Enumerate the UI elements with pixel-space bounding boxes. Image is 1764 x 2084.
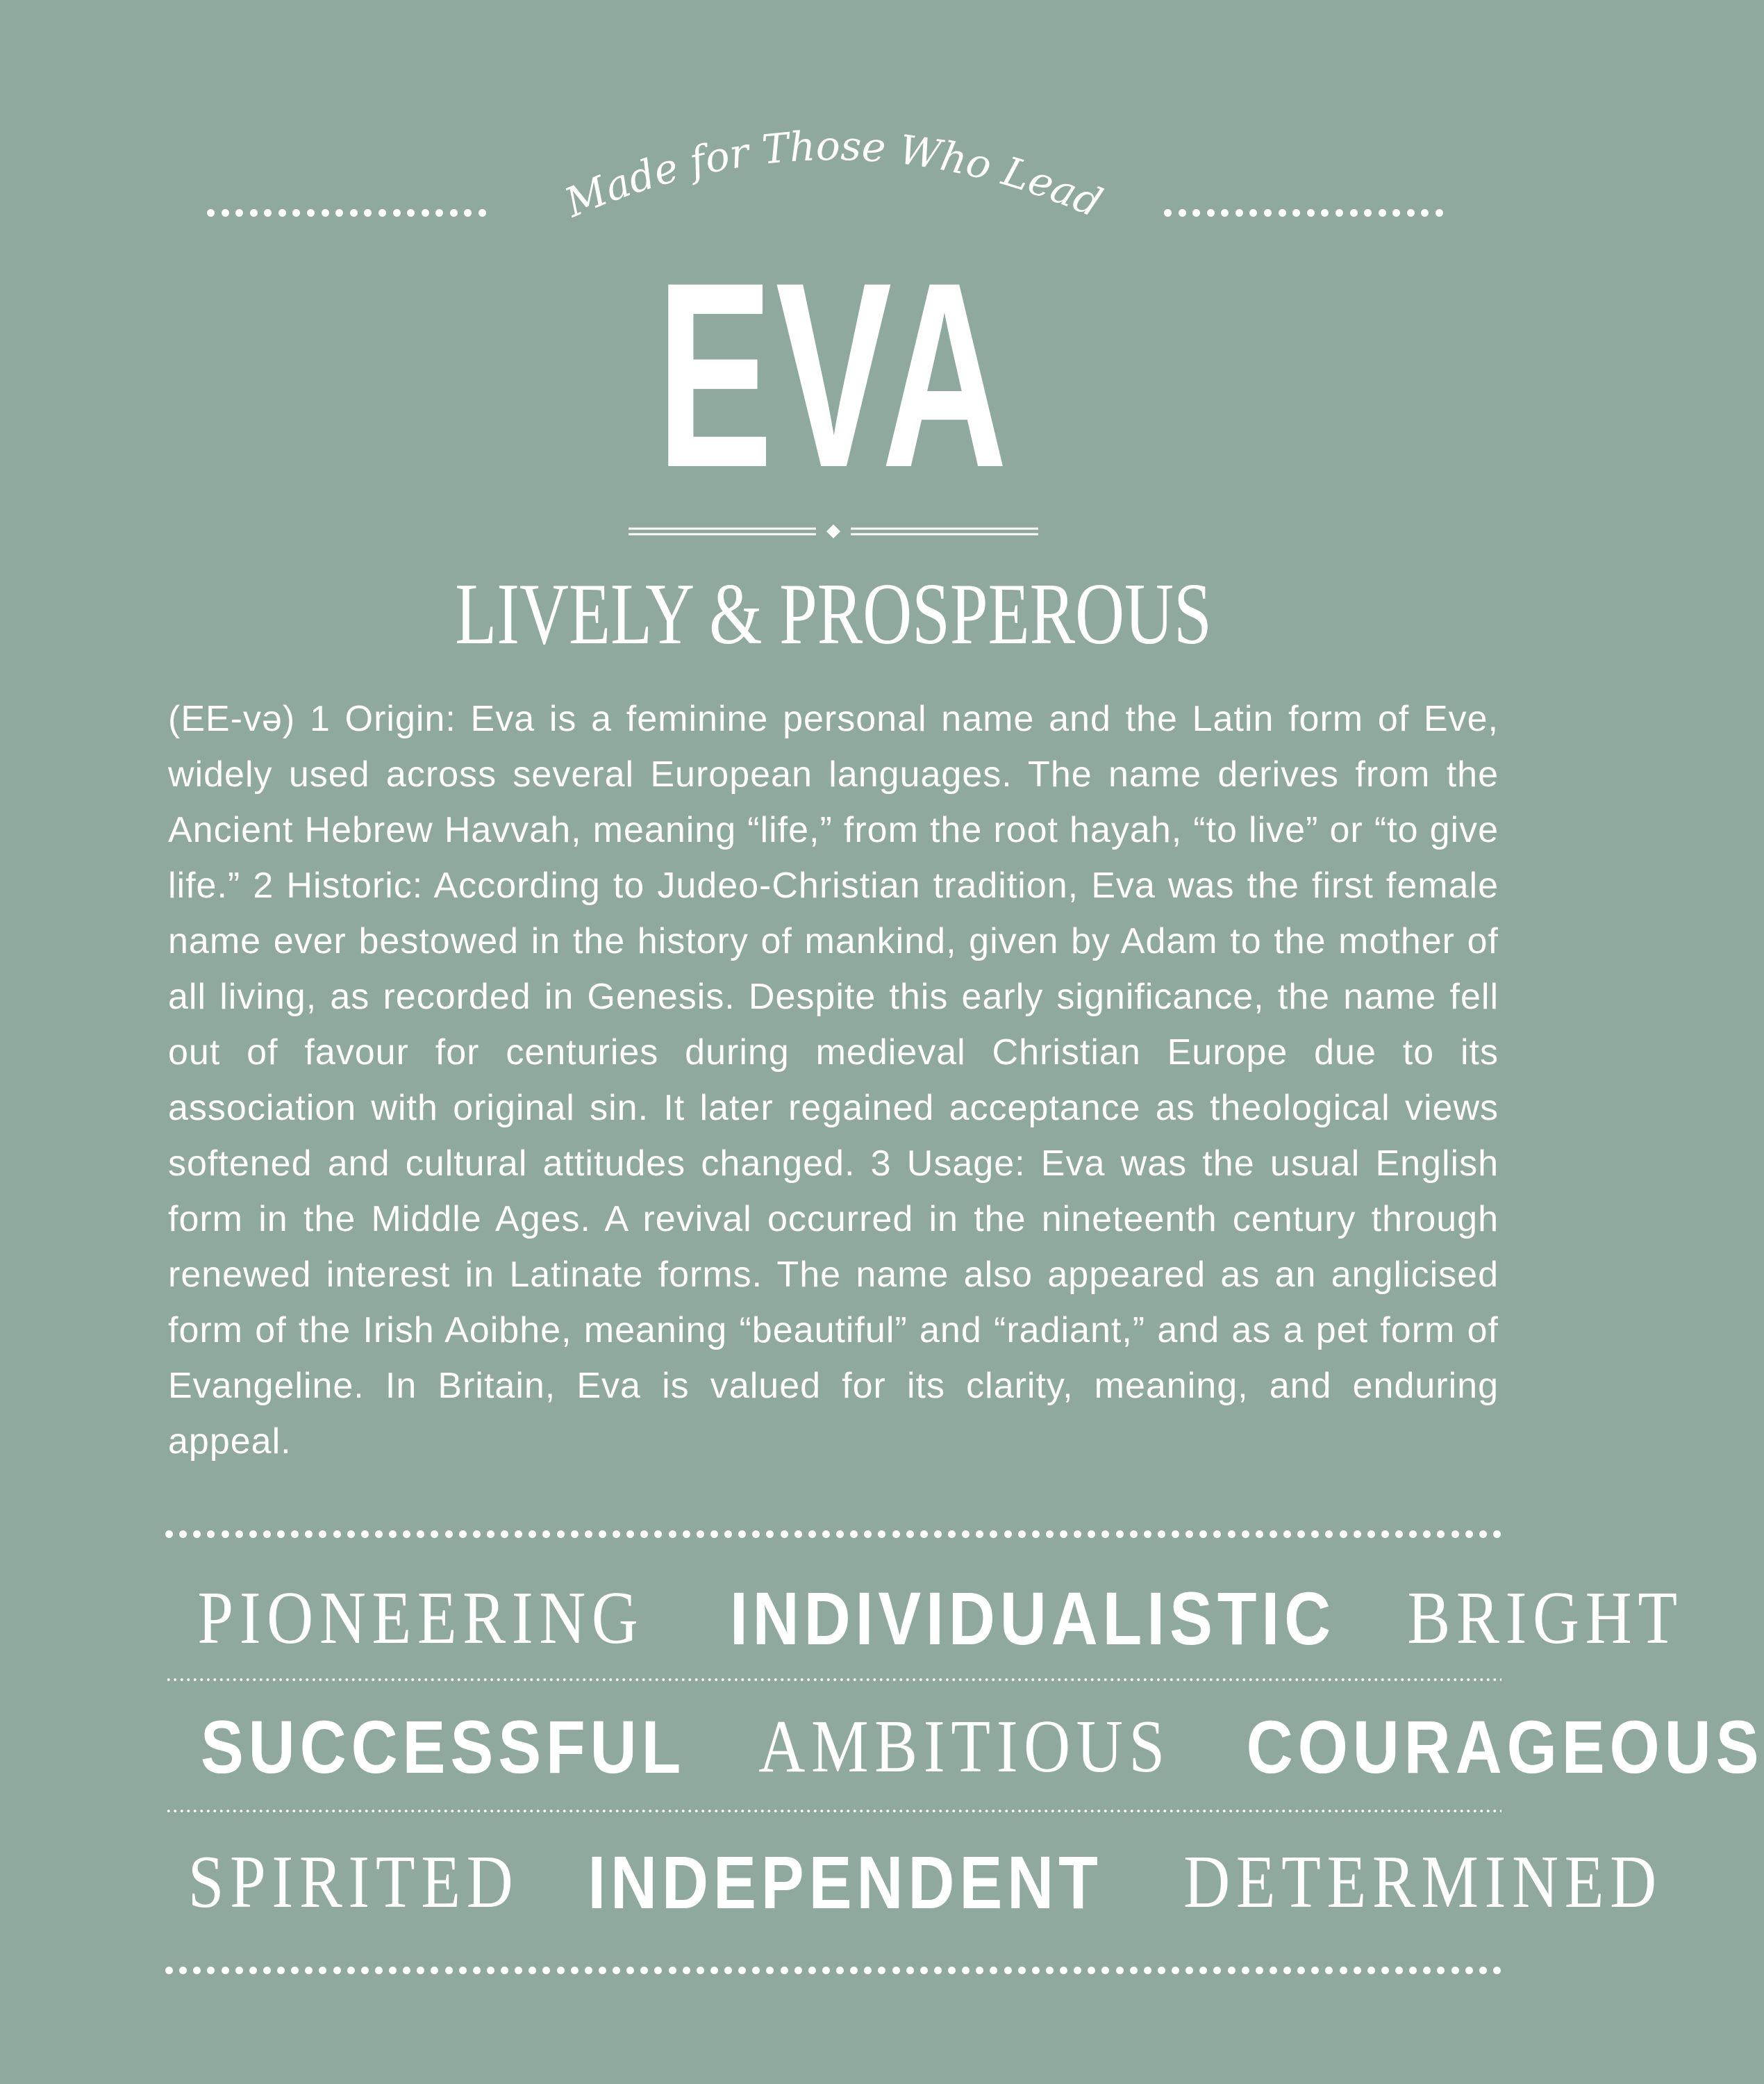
dot: [1421, 209, 1429, 217]
dot: [263, 1530, 271, 1538]
dot: [850, 1967, 858, 1974]
dot: [626, 1530, 634, 1538]
dot: [1213, 1967, 1221, 1974]
dot: [654, 1967, 662, 1974]
dot: [450, 209, 458, 217]
dot: [207, 1967, 215, 1974]
dot: [1270, 1967, 1277, 1974]
dot: [794, 1530, 802, 1538]
dot: [542, 1967, 550, 1974]
dot: [389, 1967, 397, 1974]
dot: [599, 1967, 606, 1974]
dot: [1256, 1530, 1263, 1538]
dot: [878, 1967, 885, 1974]
dot: [1283, 1530, 1291, 1538]
dot: [1060, 1967, 1067, 1974]
dot: [626, 1967, 634, 1974]
dot: [1340, 1530, 1347, 1538]
dot: [1395, 1530, 1403, 1538]
dot: [1311, 1967, 1319, 1974]
name-description: (EE-və) 1 Origin: Eva is a feminine personal name and the Latin form of Eve, widely used across several European languages. The name derives from the Ancient Hebrew Havvah, meaning “life,” from the root hayah, “to live” or “to give life.” 2 Historic: According to Judeo-Christian tradition, Eva was the first female name ever bestowed in the history of mankind, given by Adam to the mother of all living, as recorded in Genesis. Despite this early significance, the name fell out of favour for centuries during medieval Christian Europe due to its association with original sin. It later regained acceptance as theological views softened and cultural attitudes changed. 3 Usage: Eva was the usual English form in the Middle Ages. A revival occurred in the nineteenth century through renewed interest in Latinate forms. The name also appeared as an anglicised form of the Irish Aoibhe, meaning “beautiful” and “radiant,” and as a pet form of Evangeline. In Britain, Eva is valued for its clarity, meaning, and enduring appeal.: [168, 699, 1499, 1462]
dot: [990, 1967, 997, 1974]
dot: [1381, 1530, 1389, 1538]
dot: [1325, 1530, 1333, 1538]
trait-word: PIONEERING: [197, 1577, 644, 1660]
dot: [264, 209, 272, 217]
dot: [571, 1967, 579, 1974]
dot: [1350, 209, 1358, 217]
dot: [378, 209, 386, 217]
dot: [1101, 1967, 1109, 1974]
bottom-dotted-rule: [165, 1965, 1501, 1976]
dot: [1116, 1530, 1124, 1538]
dot: [710, 1967, 718, 1974]
dot: [1018, 1530, 1026, 1538]
dot: [1479, 1530, 1487, 1538]
dot: [473, 1530, 481, 1538]
dot: [393, 209, 401, 217]
dot: [277, 1530, 285, 1538]
trait-word: DETERMINED: [1183, 1841, 1663, 1924]
dot: [347, 1530, 355, 1538]
dot: [1185, 1967, 1193, 1974]
dot: [557, 1530, 565, 1538]
top-dotted-rule-right: [1164, 207, 1443, 218]
dot: [1185, 1530, 1193, 1538]
dot: [222, 1530, 229, 1538]
dot: [1367, 1967, 1375, 1974]
dot: [781, 1967, 788, 1974]
dot: [1311, 1530, 1319, 1538]
dot: [464, 209, 472, 217]
dot: [850, 1530, 858, 1538]
dot: [1479, 1967, 1487, 1974]
dot: [864, 1530, 872, 1538]
dot: [585, 1530, 592, 1538]
dot: [640, 1967, 648, 1974]
dot: [1046, 1967, 1054, 1974]
dot: [1192, 209, 1200, 217]
dot: [697, 1967, 704, 1974]
dot: [222, 1967, 229, 1974]
trait-word: SPIRITED: [188, 1841, 519, 1924]
dot: [501, 1967, 508, 1974]
dot: [962, 1530, 970, 1538]
diamond-icon: [826, 524, 840, 538]
dot: [435, 209, 443, 217]
dot: [1297, 1967, 1305, 1974]
dot: [501, 1530, 508, 1538]
dot: [1379, 209, 1386, 217]
dot: [235, 1967, 243, 1974]
dot: [1144, 1530, 1151, 1538]
dot: [781, 1530, 788, 1538]
dot: [277, 1967, 285, 1974]
dot: [654, 1530, 662, 1538]
dot: [422, 209, 429, 217]
dot: [1060, 1530, 1067, 1538]
dot: [479, 209, 486, 217]
trait-row-2: [161, 1705, 1764, 1789]
dot: [1364, 209, 1372, 217]
dot: [515, 1530, 522, 1538]
dot: [263, 1967, 271, 1974]
dot: [459, 1967, 467, 1974]
dot: [403, 1530, 410, 1538]
dot: [305, 1530, 313, 1538]
dot: [934, 1967, 942, 1974]
dot: [710, 1530, 718, 1538]
dot: [305, 1967, 313, 1974]
dot: [350, 209, 358, 217]
dot: [683, 1967, 690, 1974]
trait-word: INDIVIDUALISTIC: [729, 1576, 1336, 1660]
dot: [920, 1967, 928, 1974]
dot: [235, 1530, 243, 1538]
dot: [1158, 1530, 1165, 1538]
dot: [347, 1967, 355, 1974]
dot: [808, 1530, 816, 1538]
trait-row-1: [161, 1576, 1683, 1660]
dot: [291, 1967, 299, 1974]
dot: [207, 209, 215, 217]
dot: [1407, 209, 1415, 217]
dot: [1436, 209, 1443, 217]
dot: [683, 1530, 690, 1538]
dot: [307, 209, 315, 217]
dot: [976, 1530, 983, 1538]
dot: [906, 1967, 914, 1974]
dot: [948, 1967, 956, 1974]
dot: [1101, 1530, 1109, 1538]
dot: [1172, 1530, 1179, 1538]
dot: [669, 1530, 676, 1538]
dot: [1130, 1530, 1138, 1538]
dot: [892, 1530, 900, 1538]
dot: [335, 209, 343, 217]
dot: [836, 1530, 844, 1538]
dot: [292, 209, 300, 217]
dot: [738, 1530, 746, 1538]
dot: [179, 1967, 187, 1974]
dot: [766, 1967, 774, 1974]
dot: [487, 1967, 494, 1974]
dot: [193, 1967, 201, 1974]
dot: [375, 1530, 383, 1538]
dot: [1354, 1530, 1361, 1538]
top-dotted-rule-left: [207, 207, 486, 218]
dot: [291, 1530, 299, 1538]
dot: [976, 1967, 983, 1974]
dot: [1199, 1530, 1207, 1538]
dot: [1465, 1530, 1473, 1538]
dot: [417, 1530, 424, 1538]
dot: [1437, 1530, 1445, 1538]
dot: [179, 1530, 187, 1538]
dot: [585, 1967, 592, 1974]
fine-dotted-rule: [165, 1810, 1501, 1812]
trait-word: BRIGHT: [1407, 1577, 1683, 1660]
dot: [1264, 209, 1272, 217]
dot: [1228, 1967, 1235, 1974]
dot: [473, 1967, 481, 1974]
dot: [361, 1967, 369, 1974]
dot: [235, 209, 243, 217]
dot: [249, 1530, 257, 1538]
dot: [222, 209, 229, 217]
dot: [431, 1967, 438, 1974]
dot: [822, 1967, 830, 1974]
dot: [1116, 1967, 1124, 1974]
dot: [1088, 1967, 1095, 1974]
dot: [407, 209, 415, 217]
dot: [836, 1967, 844, 1974]
dot: [1392, 209, 1400, 217]
dot: [1493, 1530, 1501, 1538]
dot: [250, 209, 258, 217]
tagline-arc: [528, 118, 1139, 229]
dot: [1395, 1967, 1403, 1974]
dot: [571, 1530, 579, 1538]
dot: [165, 1530, 173, 1538]
dot: [1074, 1530, 1081, 1538]
trait-word: INDEPENDENT: [588, 1840, 1103, 1924]
dot: [1207, 209, 1215, 217]
ornament-divider: [629, 522, 1038, 540]
dot: [1292, 209, 1300, 217]
dot: [459, 1530, 467, 1538]
dot: [278, 209, 286, 217]
dot: [1493, 1967, 1501, 1974]
trait-word: SUCCESSFUL: [200, 1705, 686, 1789]
dot: [333, 1530, 341, 1538]
dot: [1336, 209, 1343, 217]
dot: [1307, 209, 1315, 217]
dot: [1381, 1967, 1389, 1974]
meaning-subtitle: LIVELY & PROSPEROUS: [455, 566, 1212, 663]
dot: [1256, 1967, 1263, 1974]
dot: [1423, 1967, 1431, 1974]
dot: [1088, 1530, 1095, 1538]
dot: [1199, 1967, 1207, 1974]
dot: [1249, 209, 1257, 217]
dot: [878, 1530, 885, 1538]
dot: [1004, 1530, 1012, 1538]
dot: [864, 1967, 872, 1974]
dot: [333, 1967, 341, 1974]
trait-word: COURAGEOUS: [1246, 1705, 1764, 1789]
dot: [822, 1530, 830, 1538]
dot: [445, 1530, 453, 1538]
dot: [752, 1967, 760, 1974]
dot: [1242, 1967, 1249, 1974]
dot: [934, 1530, 942, 1538]
dot: [990, 1530, 997, 1538]
dot: [766, 1530, 774, 1538]
dot: [1144, 1967, 1151, 1974]
dot: [1074, 1967, 1081, 1974]
dot: [613, 1967, 620, 1974]
dot: [319, 1530, 326, 1538]
dot: [948, 1530, 956, 1538]
dot: [364, 209, 372, 217]
dot: [165, 1967, 173, 1974]
dot: [613, 1530, 620, 1538]
dot: [1465, 1967, 1473, 1974]
dot: [1423, 1530, 1431, 1538]
dot: [920, 1530, 928, 1538]
dot: [361, 1530, 369, 1538]
dot: [193, 1530, 201, 1538]
dot: [1409, 1967, 1417, 1974]
tagline: [528, 118, 1139, 229]
dot: [1283, 1967, 1291, 1974]
dot: [1242, 1530, 1249, 1538]
dot: [1451, 1967, 1459, 1974]
dot: [697, 1530, 704, 1538]
dot: [1409, 1530, 1417, 1538]
dot: [599, 1530, 606, 1538]
dot: [892, 1967, 900, 1974]
fine-dotted-rule: [165, 1678, 1501, 1681]
dot: [322, 209, 329, 217]
dot: [640, 1530, 648, 1538]
dot: [1179, 209, 1186, 217]
dot: [1228, 1530, 1235, 1538]
dot: [1130, 1967, 1138, 1974]
dot: [403, 1967, 410, 1974]
dot: [542, 1530, 550, 1538]
dot: [417, 1967, 424, 1974]
dot: [1221, 209, 1229, 217]
name-title: EVA: [656, 227, 1010, 522]
dot: [962, 1967, 970, 1974]
dot: [319, 1967, 326, 1974]
dot: [1437, 1967, 1445, 1974]
dot: [1018, 1967, 1026, 1974]
tagline-text: Made for Those Who Lead: [558, 122, 1109, 227]
dot: [1235, 209, 1243, 217]
dot: [431, 1530, 438, 1538]
dot: [207, 1530, 215, 1538]
dot: [1325, 1967, 1333, 1974]
dot: [1321, 209, 1329, 217]
dot: [1004, 1967, 1012, 1974]
dot: [1279, 209, 1286, 217]
trait-word: AMBITIOUS: [758, 1705, 1171, 1788]
dot: [557, 1967, 565, 1974]
dot: [1046, 1530, 1054, 1538]
dot: [375, 1967, 383, 1974]
dot: [1270, 1530, 1277, 1538]
dot: [389, 1530, 397, 1538]
dot: [249, 1967, 257, 1974]
dot: [1297, 1530, 1305, 1538]
dot: [794, 1967, 802, 1974]
dot: [487, 1530, 494, 1538]
dot: [808, 1967, 816, 1974]
dot: [1032, 1530, 1040, 1538]
trait-row-3: [161, 1840, 1663, 1924]
dot: [669, 1967, 676, 1974]
dot: [724, 1967, 732, 1974]
dot: [1354, 1967, 1361, 1974]
dot: [529, 1967, 536, 1974]
svg-text:Made for Those Who Lead: [558, 122, 1109, 226]
dot: [1367, 1530, 1375, 1538]
dot: [724, 1530, 732, 1538]
dot: [529, 1530, 536, 1538]
section-dotted-rule: [165, 1528, 1501, 1539]
dot: [906, 1530, 914, 1538]
dot: [1032, 1967, 1040, 1974]
dot: [515, 1967, 522, 1974]
dot: [445, 1967, 453, 1974]
dot: [1451, 1530, 1459, 1538]
dot: [1340, 1967, 1347, 1974]
dot: [1158, 1967, 1165, 1974]
dot: [1213, 1530, 1221, 1538]
dot: [1172, 1967, 1179, 1974]
dot: [1164, 209, 1172, 217]
dot: [752, 1530, 760, 1538]
dot: [738, 1967, 746, 1974]
